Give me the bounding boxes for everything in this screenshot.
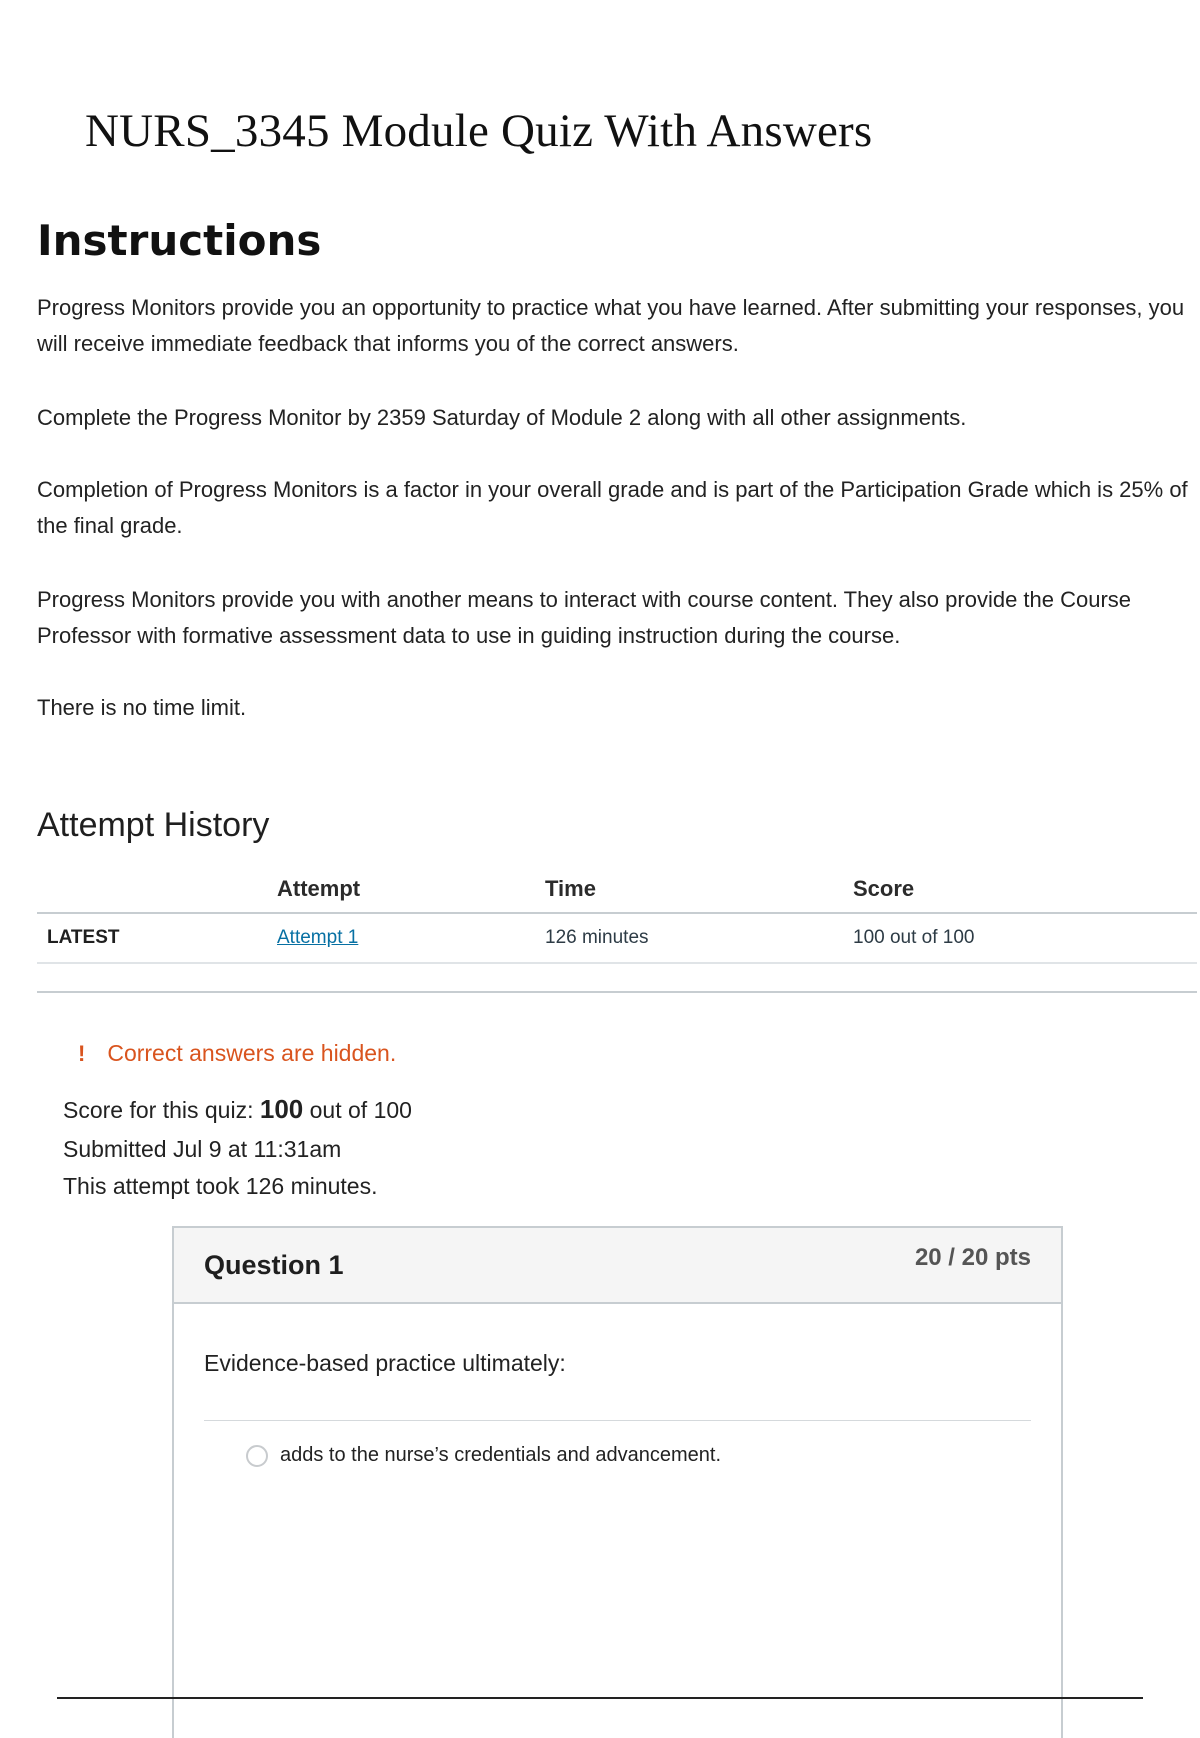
hidden-answers-notice xyxy=(78,1040,396,1067)
notice-text: Correct answers are hidden. xyxy=(107,1040,397,1066)
quiz-score-line xyxy=(63,1094,412,1125)
score-value: 100 xyxy=(259,1094,304,1124)
warning-icon: ! xyxy=(78,1040,86,1066)
answer-divider xyxy=(204,1420,1031,1421)
column-header-attempt: Attempt xyxy=(267,866,535,913)
table-header-row xyxy=(37,866,1197,913)
attempt-time: 126 minutes xyxy=(535,913,843,963)
instructions-paragraph: Progress Monitors provide you an opportunity to practice what you have learned. After submitting your responses, you will receive immediate feedback that informs you of the correct answers. xyxy=(37,295,1185,356)
instructions-paragraph: Progress Monitors provide you with another means to interact with course content. They also provide the Course Professor with formative assessment data to use in guiding instruction during the course. xyxy=(37,587,1132,648)
score-suffix: out of 100 xyxy=(303,1097,412,1123)
column-header-time: Time xyxy=(535,866,843,913)
attempt-link-cell xyxy=(267,913,535,963)
instructions-paragraph: There is no time limit. xyxy=(37,695,247,720)
column-header-score: Score xyxy=(843,866,1197,913)
question-card xyxy=(172,1226,1063,1738)
question-title: Question 1 xyxy=(204,1250,344,1280)
instructions-heading: Instructions xyxy=(37,216,322,265)
question-points: 20 / 20 pts xyxy=(914,1244,1031,1271)
attempt-history-heading: Attempt History xyxy=(37,806,270,844)
section-divider xyxy=(37,991,1197,993)
score-prefix: Score for this quiz: xyxy=(63,1097,260,1123)
table-row xyxy=(37,913,1197,963)
instructions-paragraph: Completion of Progress Monitors is a factor in your overall grade and is part of the Participation Grade which is 25% of the final grade. xyxy=(37,477,1188,538)
attempt-status: LATEST xyxy=(37,913,267,963)
instructions-paragraph: Complete the Progress Monitor by 2359 Saturday of Module 2 along with all other assignments. xyxy=(37,405,967,430)
question-header xyxy=(174,1228,1061,1304)
page-footer-rule xyxy=(57,1697,1143,1699)
answer-label: adds to the nurse’s credentials and advancement. xyxy=(280,1444,722,1466)
answer-option[interactable] xyxy=(246,1444,721,1467)
submitted-timestamp: Submitted Jul 9 at 11:31am xyxy=(63,1136,342,1162)
column-header-status xyxy=(37,866,267,913)
attempt-link[interactable]: Attempt 1 xyxy=(277,927,359,948)
question-text: Evidence-based practice ultimately: xyxy=(204,1350,566,1376)
attempt-score: 100 out of 100 xyxy=(843,913,1197,963)
attempt-history-table xyxy=(37,866,1197,964)
radio-button[interactable] xyxy=(246,1445,268,1467)
attempt-duration: This attempt took 126 minutes. xyxy=(63,1173,378,1199)
document-title: NURS_3345 Module Quiz With Answers xyxy=(85,105,873,157)
